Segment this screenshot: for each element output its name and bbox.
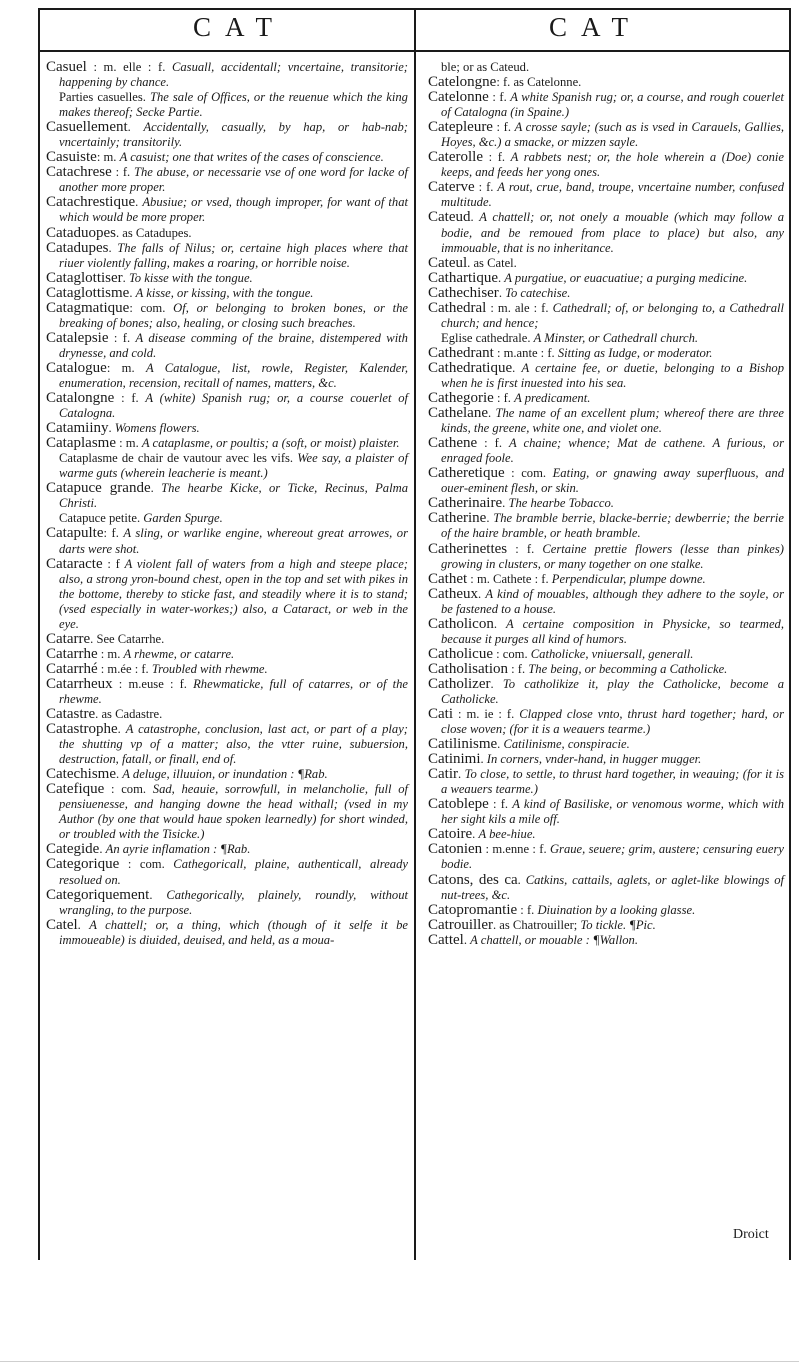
dictionary-entry [428, 933, 784, 948]
grammar-note: . [149, 887, 167, 902]
definition: A certaine fee, or duetie, belonging to a Bishop when he is first inuested into his sea. [441, 360, 784, 390]
grammar-note: . [470, 210, 480, 225]
dictionary-entry [428, 271, 784, 286]
headword: Cathelane [428, 405, 488, 422]
definition: A rhewme, or catarre. [123, 646, 235, 661]
right-column [428, 60, 784, 948]
grammar-note: Eglise cathedrale. [441, 330, 534, 345]
grammar-note: : com. [119, 857, 174, 872]
headword: Catholisation [428, 660, 508, 677]
headword: Catelonne [428, 89, 489, 106]
grammar-note: Parties casuelles. [59, 90, 150, 105]
grammar-note: : f. [493, 391, 515, 406]
definition: Troubled with rhewme. [151, 661, 268, 676]
grammar-note: : f. [488, 90, 511, 105]
definition: A violent fall of waters from a high and steepe place; also, a strong yron-bound chest, open in the top and set with pikes in the bottome, thereby to sticke fast, and steadily where it is to stand; (vsed especially in water-workes;) also, a Cataract, or web in the eye. [59, 556, 408, 631]
definition: The hearbe Tobacco. [508, 496, 614, 511]
grammar-note: . as Cadastre. [95, 707, 163, 722]
dictionary-entry [428, 842, 784, 872]
catchword: Droict [733, 1227, 769, 1242]
headword: Catamiiny [46, 420, 109, 437]
definition: In corners, vnder-hand, in hugger mugger. [486, 752, 702, 767]
definition: A (white) Spanish rug; or, a course couerlet of Catalogna. [59, 391, 408, 421]
headword: Catheux [428, 585, 478, 602]
dictionary-entry [428, 903, 784, 918]
headword: Catelongne [428, 74, 497, 91]
dictionary-entry [428, 677, 784, 707]
grammar-note: . [487, 406, 496, 421]
dictionary-entry [46, 150, 408, 165]
dictionary-entry [428, 587, 784, 617]
grammar-note: . [502, 496, 509, 511]
grammar-note: : f. [507, 541, 543, 556]
dictionary-entry [428, 301, 784, 331]
dictionary-entry [428, 797, 784, 827]
grammar-note: . as Catel. [467, 255, 517, 270]
dictionary-entry [46, 60, 408, 90]
grammar-note: : com. [129, 300, 174, 315]
definition: The bramble berrie, blacke-berrie; dewberrie; the berrie of the haire bramble, or heath bramble. [441, 511, 784, 541]
dictionary-entry [428, 346, 784, 361]
headword: Catarrhe [46, 645, 98, 662]
headword: Cathartique [428, 269, 498, 286]
dictionary-entry [428, 75, 784, 90]
definition: A Catalogue, list, rowle, Register, Kalender, enumeration, recension, recitall of names, matters, &c. [59, 360, 408, 390]
headword: Catinimi [428, 751, 481, 768]
definition: Accidentally, casually, by hap, or hab-nab; vncertainly; transitorily. [59, 120, 408, 150]
dictionary-entry [46, 782, 408, 842]
dictionary-entry [46, 557, 408, 632]
grammar-note: . See Catarrhe. [90, 631, 165, 646]
definition: The name of an excellent plum; whereof there are three kinds, the greene, white one, and violet one. [441, 406, 785, 436]
grammar-note: . [517, 872, 526, 887]
definition: To close, to settle, to thrust hard together, in weauing; (for it is a weauers tearme.) [441, 767, 784, 797]
grammar-note: : f. [114, 391, 146, 406]
definition: A deluge, illuuion, or inundation : ¶Rab. [122, 767, 328, 782]
definition: A predicament. [514, 391, 591, 406]
dictionary-entry [46, 421, 408, 436]
grammar-note: : f. [517, 902, 538, 917]
dictionary-entry [428, 767, 784, 797]
headword: Cateud [428, 209, 471, 226]
definition: Sad, heauie, sorrowfull, in melancholie, full of pensiuenesse, and hanging downe the head withall; (vsed in my Author (by one that would haue spoken learnedly) for short winded, or troubled with the Tisicke.) [59, 782, 408, 842]
definition: Diuination by a looking glasse. [537, 902, 696, 917]
headword: Catopromantie [428, 901, 518, 918]
definition: A sling, or warlike engine, whereout great arrowes, or darts were shot. [59, 526, 409, 556]
dictionary-entry [428, 873, 784, 903]
headword: Catachrestique [46, 194, 136, 211]
grammar-note: : m.ée : f. [97, 661, 152, 676]
headword: Catheretique [428, 465, 505, 482]
page-bottom-edge [0, 1361, 799, 1362]
definition: A catastrophe, conclusion, last act, or part of a play; the shutting vp of a matter; also, the vtter ruine, subuersion, destruction, fatall, or finall, end of. [59, 722, 408, 767]
definition: To kisse with the tongue. [128, 270, 253, 285]
definition: The falls of Nilus; or, certaine high places where that riuer violently falling, makes a roaring, or horrible noise. [59, 240, 409, 270]
definition: The sale of Offices, or the reuenue which the king makes thereof; Secke Partie. [59, 90, 408, 120]
grammar-note: . as Catadupes. [115, 225, 192, 240]
headword: Catrouiller [428, 916, 493, 933]
frame-left [38, 8, 40, 1260]
dictionary-entry [428, 256, 784, 271]
dictionary-entry [46, 226, 408, 241]
headword: Catholicon [428, 615, 494, 632]
dictionary-entry [46, 271, 408, 286]
headword: Catefique [46, 781, 105, 798]
dictionary-entry [46, 707, 408, 722]
headword: Catherinettes [428, 540, 508, 557]
definition: A Minster, or Cathedrall church. [533, 330, 699, 345]
headword: Catarrheux [46, 675, 113, 692]
grammar-note: . [490, 676, 503, 691]
grammar-note: . [108, 240, 118, 255]
grammar-note: . [512, 360, 522, 375]
definition: Eating, or gnawing away superfluous, and ouer-eminent flesh, or skin. [441, 466, 784, 496]
headword: Catastrophe [46, 721, 118, 738]
headword: Catholicue [428, 645, 493, 662]
grammar-note: . [135, 195, 143, 210]
headword: Catalepsie [46, 329, 109, 346]
grammar-note: . [122, 270, 129, 285]
definition: Casuall, accidentall; vncertaine, transitorie; happening by chance. [59, 60, 408, 90]
headword: Catalongne [46, 390, 115, 407]
dictionary-entry [428, 647, 784, 662]
grammar-note: . [480, 752, 487, 767]
dictionary-entry [46, 361, 408, 391]
definition: Cathedrall; of, or belonging to, a Cathedrall church; and hence; [441, 300, 784, 330]
grammar-note: : f. [488, 797, 513, 812]
grammar-note: : com. [104, 782, 153, 797]
headword: Catarre [46, 630, 91, 647]
definition: A casuist; one that writes of the cases of conscience. [119, 150, 384, 165]
grammar-note: . as Chatrouiller; [492, 917, 581, 932]
dictionary-entry [46, 301, 408, 331]
grammar-note: : m. ie : f. [453, 707, 520, 722]
definition: The being, or becomming a Catholicke. [528, 661, 728, 676]
dictionary-entry [46, 632, 408, 647]
dictionary-entry [46, 511, 408, 526]
headword: Casuiste [46, 149, 97, 166]
headword: Cathedratique [428, 359, 513, 376]
dictionary-entry [428, 120, 784, 150]
grammar-note: . [497, 737, 504, 752]
headword: Casuel [46, 59, 87, 75]
headword: Cathechiser [428, 284, 499, 301]
headword: Cateul [428, 254, 468, 271]
definition: A rout, crue, band, troupe, vncertaine number, confused multitude. [441, 180, 784, 210]
grammar-note: : f. [103, 526, 124, 541]
grammar-note: . [108, 421, 115, 436]
definition: A chattell; or, not onely a mouable (which may follow a bodie, and be remoued from place to place) but also, any immouable, that is no inheritance. [441, 210, 784, 255]
grammar-note: : m.ante : f. [493, 345, 558, 360]
grammar-note: . [127, 120, 144, 135]
grammar-note: Cataplasme de chair de vautour avec les vifs. [59, 451, 298, 466]
headword: Cataracte [46, 555, 103, 572]
headword: Catilinisme [428, 736, 498, 753]
definition: Garden Spurge. [143, 511, 223, 526]
dictionary-entry [428, 542, 784, 572]
definition: Catilinisme, conspiracie. [503, 737, 630, 752]
headword: Categorique [46, 856, 120, 873]
definition: Clapped close vnto, thrust hard together; hard, or close woven; (for it is a weauers tearme.) [441, 707, 784, 737]
definition: A chaine; whence; Mat de cathene. A furious, or enraged foole. [441, 436, 784, 466]
grammar-note: : com. [504, 466, 553, 481]
headword: Cataglottisme [46, 284, 130, 301]
grammar-note: . [150, 481, 162, 496]
definition: Sitting as Iudge, or moderator. [557, 345, 713, 360]
dictionary-entry [428, 180, 784, 210]
grammar-note: : m. [96, 150, 120, 165]
dictionary-entry [46, 662, 408, 677]
headword: Catoire [428, 826, 473, 843]
definition: Cathegorically, plainely, roundly, without wrangling, to the purpose. [59, 887, 409, 917]
dictionary-entry [46, 436, 408, 451]
headword: Cathedral [428, 299, 487, 316]
dictionary-entry [428, 286, 784, 301]
definition: An ayrie inflamation : ¶Rab. [105, 842, 251, 857]
headword: Categoriquement [46, 886, 150, 903]
dictionary-entry [428, 210, 784, 255]
running-head-right: CAT [549, 12, 643, 42]
grammar-note: : f. as Catelonne. [496, 75, 582, 90]
dictionary-entry [46, 90, 408, 120]
definition: To catechise. [505, 285, 571, 300]
headword: Cattel [428, 931, 464, 948]
dictionary-entry [46, 842, 408, 857]
headword: Catachrese [46, 164, 112, 181]
dictionary-entry [46, 526, 408, 556]
dictionary-entry [428, 90, 784, 120]
grammar-note: : m.euse : f. [112, 676, 194, 691]
definition: Abusiue; or vsed, though improper, for want of that which would be more proper. [59, 195, 408, 225]
definition: Womens flowers. [114, 421, 200, 436]
definition: A rabbets nest; or, the hole wherein a (Doe) conie keeps, and feeds her yong ones. [441, 150, 784, 180]
grammar-note: . [493, 616, 507, 631]
grammar-note: : m. [106, 360, 146, 375]
headword: Casuellement [46, 119, 128, 136]
definition: A white Spanish rug; or, a course, and rough couerlet of Catalogna (in Spaine.) [441, 90, 784, 120]
definition: A certaine composition in Physicke, so tearmed, because it purges all kind of humors. [441, 616, 785, 646]
grammar-note: : m. ale : f. [486, 300, 553, 315]
dictionary-entry [428, 361, 784, 391]
grammar-note: : f. [111, 165, 134, 180]
dictionary-entry [428, 752, 784, 767]
grammar-note: : f. [108, 330, 136, 345]
headword: Cathegorie [428, 390, 494, 407]
definition: The hearbe Kicke, or Ticke, Recinus, Palma Christi. [59, 481, 408, 511]
grammar-note: : m.enne : f. [482, 842, 550, 857]
definition: Cathegoricall, plaine, authenticall, already resolued on. [59, 857, 408, 887]
definition: To tickle. ¶Pic. [580, 917, 656, 932]
definition: A crosse sayle; (such as is vsed in Carauels, Gallies, Hoyes, &c.) a smacke, or mizzen sayle. [441, 120, 784, 150]
column-divider [414, 8, 416, 1260]
dictionary-entry [46, 918, 408, 948]
definition: A purgatiue, or euacuatiue; a purging medicine. [504, 270, 748, 285]
dictionary-entry [428, 436, 784, 466]
definition: Rhewmaticke, full of catarres, or of the rhewme. [59, 676, 408, 706]
dictionary-entry [46, 857, 408, 887]
grammar-note: : m. elle : f. [86, 60, 172, 74]
definition: Catholicke, vniuersall, generall. [530, 646, 694, 661]
headword: Catherine [428, 510, 487, 527]
grammar-note: : f. [477, 436, 510, 451]
grammar-note: ble; or as Cateud. [441, 60, 530, 74]
grammar-note: . [497, 270, 505, 285]
definition: Certaine prettie flowers (lesse than pinkes) growing in clusters, or many together on one stalke. [441, 541, 784, 571]
dictionary-entry [46, 241, 408, 271]
grammar-note: . [486, 511, 494, 526]
dictionary-entry [46, 391, 408, 421]
headword: Catir [428, 766, 458, 783]
headword: Cathet [428, 570, 468, 587]
dictionary-entry [46, 481, 408, 511]
definition: The abuse, or necessarie vse of one word for lacke of another more proper. [59, 165, 408, 195]
dictionary-entry [46, 888, 408, 918]
left-column [46, 60, 408, 948]
dictionary-entry [46, 286, 408, 301]
headword: Catoblepe [428, 796, 489, 813]
dictionary-entry [46, 451, 408, 481]
grammar-note: . [478, 586, 486, 601]
definition: A chattell, or mouable : ¶Wallon. [470, 932, 638, 947]
definition: A kind of Basiliske, or venomous worme, which with her sight kils a mile off. [441, 797, 784, 827]
running-head-left: CAT [193, 12, 287, 42]
dictionary-entry [428, 511, 784, 541]
headword: Catonien [428, 841, 483, 858]
dictionary-entry [428, 391, 784, 406]
grammar-note: . [117, 722, 126, 737]
headword: Catarrhé [46, 660, 98, 677]
definition: Perpendicular, plumpe downe. [551, 571, 706, 586]
headword: Categide [46, 841, 100, 858]
dictionary-entry [428, 406, 784, 436]
dictionary-entry [428, 150, 784, 180]
headword: Cati [428, 706, 453, 723]
headword: Catechisme [46, 766, 116, 783]
grammar-note: . [458, 767, 465, 782]
dictionary-entry [46, 331, 408, 361]
headword: Caterve [428, 179, 475, 196]
dictionary-entry [428, 662, 784, 677]
headword: Catholizer [428, 675, 491, 692]
definition: A chattell; or, a thing, which (though of it selfe it be immoueable) is diuided, deuised, and held, as a moua- [59, 917, 408, 947]
headword: Cathedrant [428, 344, 494, 361]
headword: Catherinaire [428, 495, 503, 512]
definition: A kind of mouables, although they adhere to the soyle, or be fastened to a house. [441, 586, 784, 616]
definition: Catkins, cattails, aglets, or aglet-like blowings of nut-trees, &c. [441, 872, 785, 902]
dictionary-entry [428, 827, 784, 842]
grammar-note: : m. [97, 646, 124, 661]
headword: Caterolle [428, 149, 483, 166]
dictionary-entry [428, 466, 784, 496]
headword: Catastre [46, 706, 96, 723]
headword: Catapuce grande [46, 480, 151, 497]
dictionary-entry [46, 767, 408, 782]
grammar-note: . [99, 842, 106, 857]
headword: Cataplasme [46, 435, 116, 452]
headword: Catalogue [46, 359, 107, 376]
dictionary-entry [428, 496, 784, 511]
dictionary-entry [428, 737, 784, 752]
headword: Catel [46, 916, 78, 933]
grammar-note: : f. [482, 150, 511, 165]
grammar-note: . [463, 932, 471, 947]
grammar-note: . [472, 827, 479, 842]
grammar-note: . [498, 285, 506, 300]
grammar-note: : m. [115, 436, 142, 451]
dictionary-entry [46, 647, 408, 662]
headword: Catadupes [46, 239, 109, 256]
headword: Cataglottiser [46, 269, 123, 286]
dictionary-entry [46, 677, 408, 707]
grammar-note: . [129, 285, 136, 300]
definition: A bee-hiue. [478, 827, 536, 842]
headword: Catapulte [46, 525, 104, 542]
definition: A kisse, or kissing, with the tongue. [135, 285, 314, 300]
definition: A cataplasme, or poultis; a (soft, or moist) plaister. [141, 436, 400, 451]
grammar-note: : m. Cathete : f. [467, 571, 552, 586]
dictionary-entry [428, 60, 784, 75]
grammar-note: . [77, 917, 90, 932]
dictionary-entry [428, 617, 784, 647]
dictionary-entry [46, 165, 408, 195]
dictionary-entry [428, 918, 784, 933]
headword: Catepleure [428, 119, 493, 136]
headword: Cataduopes [46, 224, 116, 241]
grammar-note: Catapuce petite. [59, 511, 144, 526]
definition: A disease comming of the braine, distempered with drynesse, and cold. [59, 330, 408, 360]
grammar-note: : f [102, 556, 125, 571]
headword: Catagmatique [46, 299, 130, 316]
definition: Graue, seuere; grim, austere; censuring euery bodie. [441, 842, 784, 872]
dictionary-entry [428, 331, 784, 346]
dictionary-entry [428, 707, 784, 737]
definition: Wee say, a plaister of warme guts (wherein leacherie is meant.) [59, 451, 408, 481]
definition: To catholikize it, play the Catholicke, become a Catholicke. [441, 676, 785, 706]
grammar-note: : f. [474, 180, 498, 195]
headword: Catons, des ca [428, 871, 518, 888]
dictionary-entry [46, 195, 408, 225]
headword: Cathene [428, 435, 478, 452]
grammar-note: : com. [492, 646, 531, 661]
grammar-note: : f. [492, 120, 515, 135]
frame-right [789, 8, 791, 1260]
dictionary-entry [46, 722, 408, 767]
grammar-note: : f. [508, 661, 529, 676]
definition: Of, or belonging to broken bones, or the breaking of bones; also, healing, or closing such breaches. [59, 300, 408, 330]
grammar-note: . [115, 767, 123, 782]
dictionary-entry [428, 572, 784, 587]
dictionary-entry [46, 120, 408, 150]
